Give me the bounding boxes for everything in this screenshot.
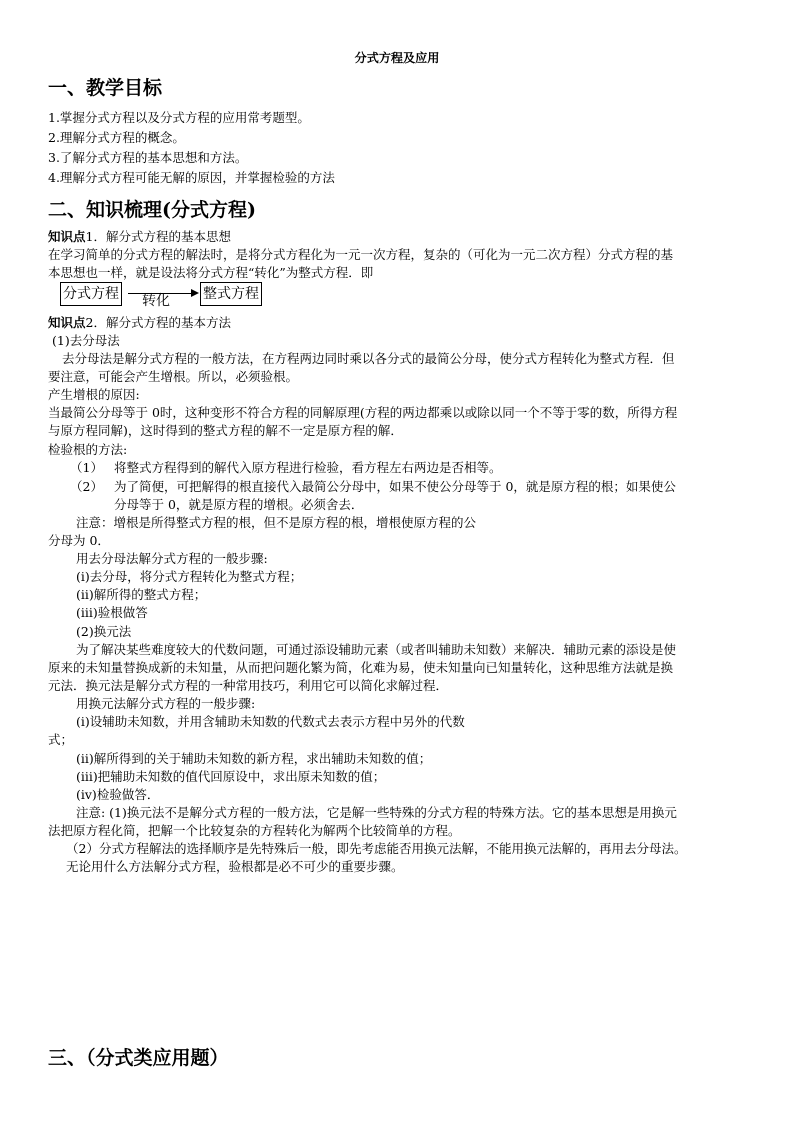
- root-check-title: 检验根的方法:: [48, 442, 128, 457]
- step-item: (ii)解所得到的关于辅助未知数的新方程，求出辅助未知数的值；: [76, 751, 432, 766]
- fractional-equation-box: 分式方程: [60, 282, 122, 306]
- list-number: （1）: [70, 460, 103, 475]
- list-number: （2）: [70, 479, 103, 494]
- paragraph-line: 去分母法是解分式方程的一般方法，在方程两边同时乘以各分式的最简公分母，使分式方程转化为整式方程．但: [62, 351, 675, 366]
- goal-item-1: 1.掌握分式方程以及分式方程的应用常考题型。: [48, 110, 310, 125]
- polynomial-equation-box: 整式方程: [200, 282, 262, 306]
- step-item: (iii)把辅助未知数的值代回原设中，求出原未知数的值；: [76, 769, 386, 784]
- paragraph-line: 为了解决某些难度较大的代数问题，可通过添设辅助元素（或者叫辅助未知数）来解决．辅助元素的添设是使: [76, 642, 677, 657]
- paragraph-line: 与原方程同解)，这时得到的整式方程的解不一定是原方程的解．: [48, 423, 403, 438]
- paragraph-line: 在学习简单的分式方程的解法时，是将分式方程化为一元一次方程，复杂的（可化为一元二次方程）分式方程的基: [48, 247, 674, 262]
- note-line: （2）分式方程解法的选择顺序是先特殊后一般，即先考虑能否用换元法解，不能用换元法解的，再用去分母法。: [66, 841, 687, 856]
- step-item: (i)设辅助未知数，并用含辅助未知数的代数式去表示方程中另外的代数: [76, 714, 465, 729]
- knowledge-point-label: 知识点: [48, 229, 86, 244]
- list-item-continuation: 分母等于 0，就是原方程的增根。必须舍去．: [114, 497, 364, 512]
- knowledge-point-title: 1．解分式方程的基本思想: [85, 229, 231, 244]
- steps-title: 用去分母法解分式方程的一般步骤:: [76, 551, 268, 566]
- document-title: 分式方程及应用: [354, 51, 440, 65]
- note-line: 无论用什么方法解分式方程，验根都是必不可少的重要步骤。: [66, 859, 404, 874]
- arrow-label: 转化: [142, 293, 170, 309]
- steps-title: 用换元法解分式方程的一般步骤:: [76, 696, 256, 711]
- section2-heading: 二、知识梳理(分式方程): [48, 199, 256, 221]
- step-item: (i)去分母，将分式方程转化为整式方程；: [76, 569, 303, 584]
- note-line: 注意: (1)换元法不是解分式方程的一般方法，它是解一些特殊的分式方程的特殊方法。它的基本思想是用换元: [76, 805, 677, 820]
- knowledge-point-1-heading: [48, 228, 231, 245]
- step-item: (iv)检验做答．: [76, 787, 160, 802]
- method-1-title: (1)去分母法: [52, 333, 120, 348]
- knowledge-point-title: 2．解分式方程的基本方法: [85, 315, 231, 330]
- section3-heading: 三、（分式类应用题）: [48, 1047, 229, 1069]
- note-line: 注意：增根是所得整式方程的根，但不是原方程的根，增根使原方程的公: [76, 515, 477, 530]
- knowledge-point-2-heading: [48, 314, 231, 331]
- arrow-right-icon: [191, 289, 199, 297]
- paragraph-line: 原来的未知量替换成新的未知量，从而把问题化繁为简，化难为易，使未知量向已知量转化，这种思维方法就是换: [48, 660, 674, 675]
- paragraph-line: 本思想也一样，就是设法将分式方程“转化”为整式方程．即: [48, 265, 374, 280]
- method-2-title: (2)换元法: [76, 624, 132, 639]
- step-item-continuation: 式；: [48, 732, 74, 747]
- paragraph-line: 要注意，可能会产生增根。所以，必须验根。: [48, 369, 299, 384]
- goal-item-3: 3.了解分式方程的基本思想和方法。: [48, 150, 248, 165]
- goal-item-2: 2.理解分式方程的概念。: [48, 130, 185, 145]
- step-item: (ii)解所得的整式方程；: [76, 587, 207, 602]
- paragraph-line: 当最简公分母等于 0时，这种变形不符合方程的同解原理(方程的两边都乘以或除以同一个不等于零的数，所得方程: [48, 405, 678, 420]
- goal-item-4: 4.理解分式方程可能无解的原因，并掌握检验的方法: [48, 170, 335, 185]
- note-line: 法把原方程化简，把解一个比较复杂的方程转化为解两个比较简单的方程。: [48, 823, 461, 838]
- step-item: (iii)验根做答: [76, 605, 148, 620]
- knowledge-point-label: 知识点: [48, 315, 86, 330]
- extraneous-root-title: 产生增根的原因:: [48, 387, 140, 402]
- list-item: 为了简便，可把解得的根直接代入最简公分母中，如果不使公分母等于 0，就是原方程的根；如果使公: [114, 479, 676, 494]
- section1-heading: 一、教学目标: [48, 77, 163, 99]
- list-item: 将整式方程得到的解代入原方程进行检验，看方程左右两边是否相等。: [114, 460, 502, 475]
- note-line: 分母为 0．: [48, 533, 110, 548]
- paragraph-line: 元法．换元法是解分式方程的一种常用技巧，利用它可以简化求解过程．: [48, 678, 449, 693]
